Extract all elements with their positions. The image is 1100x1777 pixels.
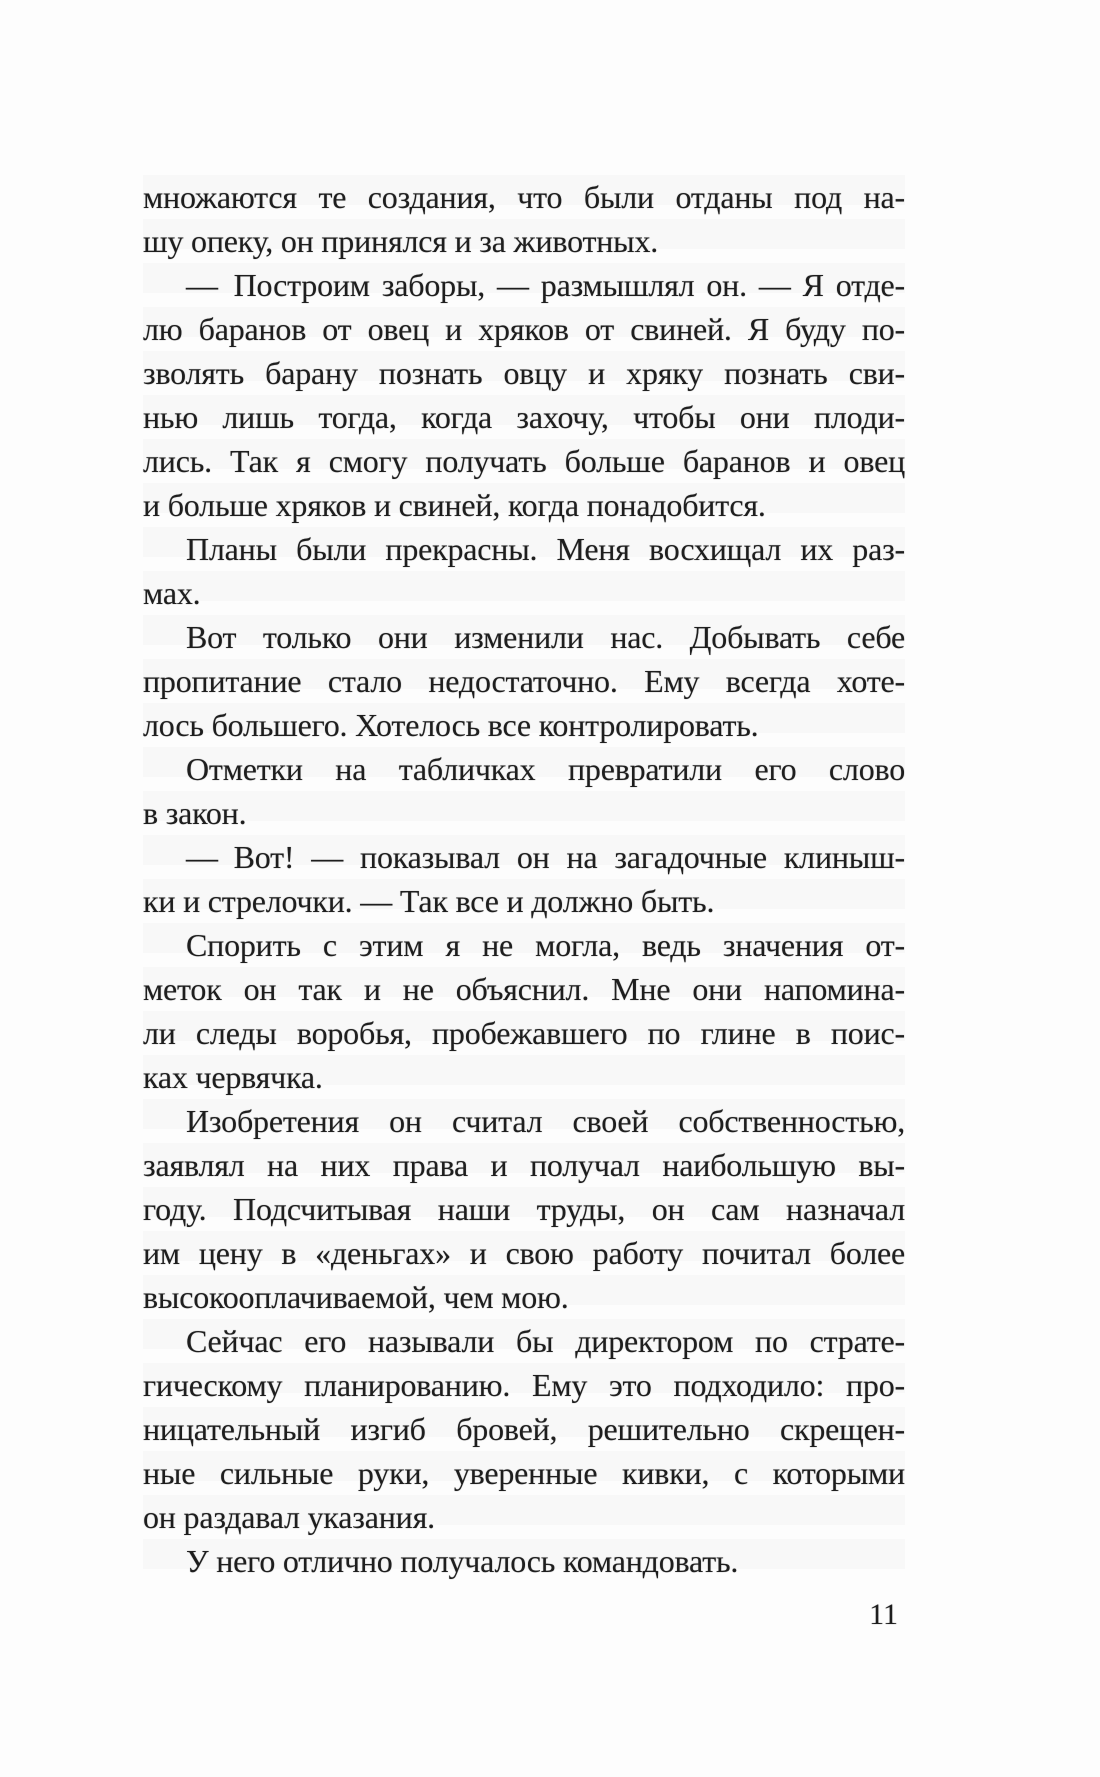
text-line: — Вот! — показывал он на загадочные клиныш- [186, 839, 905, 875]
text-line: гическому планированию. Ему это подходило: про- [143, 1367, 905, 1403]
text-line: ки и стрелочки. — Так все и должно быть. [143, 883, 715, 919]
text-line: пропитание стало недостаточно. Ему всегда хоте- [143, 663, 905, 699]
text-line: Сейчас его называли бы директором по страте- [186, 1323, 905, 1359]
text-line: шу опеку, он принялся и за животных. [143, 223, 659, 259]
text-line: — Построим заборы, — размышлял он. — Я отде- [186, 267, 905, 303]
text-line: нью лишь тогда, когда захочу, чтобы они плоди- [143, 399, 905, 435]
text-line: мах. [143, 575, 201, 611]
text-line: Вот только они изменили нас. Добывать себе [186, 619, 905, 655]
text-line: лись. Так я смогу получать больше баранов и овец [143, 443, 905, 479]
text-line: У него отлично получалось командовать. [186, 1543, 739, 1579]
text-line: Отметки на табличках превратили его слово [186, 751, 905, 787]
page-number: 11 [869, 1598, 898, 1631]
text-line: заявлял на них права и получал наибольшую вы- [143, 1147, 905, 1183]
text-line: Изобретения он считал своей собственностью, [186, 1103, 905, 1139]
text-line: и больше хряков и свиней, когда понадобится. [143, 487, 766, 523]
text-line: ли следы воробья, пробежавшего по глине в поис- [143, 1015, 905, 1051]
text-line: в закон. [143, 795, 247, 831]
text-line: зволять барану познать овцу и хряку познать сви- [143, 355, 905, 391]
text-line: лось большего. Хотелось все контролировать. [143, 707, 759, 743]
text-line: Планы были прекрасны. Меня восхищал их раз- [186, 531, 905, 567]
text-line: ные сильные руки, уверенные кивки, с которыми [143, 1455, 905, 1491]
text-line: Спорить с этим я не могла, ведь значения от- [186, 927, 905, 963]
text-line: меток он так и не объяснил. Мне они напомина- [143, 971, 905, 1007]
text-line: ках червячка. [143, 1059, 323, 1095]
text-line: году. Подсчитывая наши труды, он сам назначал [143, 1191, 905, 1227]
text-line: ницательный изгиб бровей, решительно скрещен- [143, 1411, 905, 1447]
text-line: он раздавал указания. [143, 1499, 435, 1535]
text-block [143, 175, 905, 1583]
text-line: высокооплачиваемой, чем мою. [143, 1279, 569, 1315]
text-line: им цену в «деньгах» и свою работу почитал более [143, 1235, 905, 1271]
text-line: множаются те создания, что были отданы под на- [143, 179, 905, 215]
text-line: лю баранов от овец и хряков от свиней. Я буду по- [143, 311, 905, 347]
